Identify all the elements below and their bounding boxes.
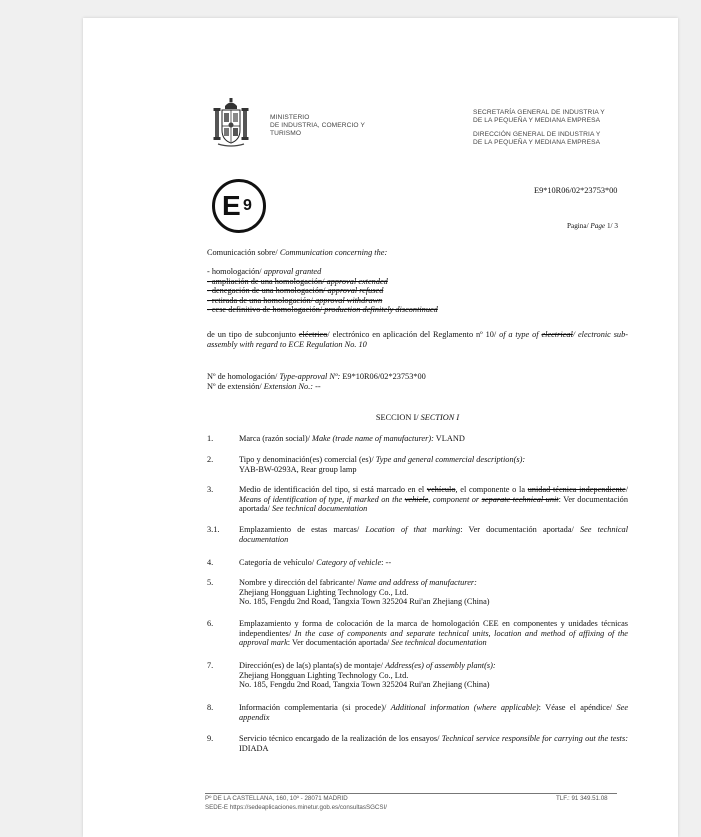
footer-sede-link[interactable]: SEDE-E https://sedeaplicaciones.minetur.gob.es/consultasSGCSI/: [205, 804, 387, 811]
e-mark-number: 9: [243, 197, 252, 214]
coat-of-arms-icon: [212, 98, 250, 148]
approval-code-top: E9*10R06/02*23753*00: [534, 186, 618, 195]
communication-heading: Comunicación sobre/ Communication concerning the:: [207, 248, 388, 257]
option-refused: - denegación de una homologación/ approval refused: [207, 286, 384, 296]
option-granted: - homologación/ approval granted: [207, 267, 322, 276]
section-heading: SECCION I/ SECTION I: [375, 413, 460, 422]
directorate-name: DIRECCIÓN GENERAL DE INDUSTRIA Y DE LA PEQUEÑA Y MEDIANA EMPRESA: [473, 131, 601, 146]
option-discontinued: - cese definitivo de homologación/ production definitely discontinued: [207, 305, 438, 315]
footer-phone: TLF.: 91 349.51.08: [556, 795, 608, 802]
secretariat-name: SECRETARÍA GENERAL DE INDUSTRIA Y DE LA PEQUEÑA Y MEDIANA EMPRESA: [473, 109, 605, 124]
option-extended: - ampliación de una homologación/ approval extended: [207, 276, 388, 286]
subassembly-description: de un tipo de subconjunto eléctrico/ electrónico en aplicación del Reglamento nº 10/ of a type of electrical/ electronic sub-assembly with regard to ECE Regulation No. 10: [207, 330, 628, 349]
footer-address: Pº DE LA CASTELLANA, 160, 10º - 28071 MADRID: [205, 795, 348, 802]
extension-number: Nº de extensión/ Extension No.: --: [207, 382, 321, 391]
approval-number: Nº de homologación/ Type-approval Nº: E9*10R06/02*23753*00: [207, 372, 426, 381]
ministry-name: MINISTERIO DE INDUSTRIA, COMERCIO Y TURISMO: [270, 114, 365, 137]
option-withdrawn: - retirada de una homologación/ approval withdrawn: [207, 295, 383, 305]
page-indicator: Pagina/ Page 1/ 3: [567, 222, 618, 230]
document-page: MINISTERIO DE INDUSTRIA, COMERCIO Y TURISMO SECRETARÍA GENERAL DE INDUSTRIA Y DE LA PEQUEÑA Y MEDIANA EMPRESA DIRECCIÓN GENERAL DE INDUSTRIA Y DE LA PEQUEÑA Y MEDIANA EMPRESA E 9 E9*10R06/02*23753*00 Pagina/ Page 1/ 3 Comunicación sobre/ Communication concerning the: - homologación/ approval granted - ampliación de una homologación/ approval extended - denegación de una homologación/ approval refused - retirada de una homologación/ approval withdrawn - cese definitivo de homologación/ production definitely discontinued de un tipo de subconjunto eléctrico/ electrónico en aplicación del Reglamento nº 10/ of a type of electrical/ electronic sub-assembly with regard to ECE Regulation No. 10 Nº de homologación/ Type-approval Nº: E9*10R06/02*23753*00 Nº de extensión/ Extension No.: -- SECCION I/ SECTION I 1. Marca (razón social)/ Make (trade name of manufacturer): VLAND 2. Tipo y denominación(es) comercial (es)/ Type and general commercial description(s): YAB-BW-0293A, Rear group lamp 3. Medio de identificación del tipo, si está marcado en el vehículo, el componente o la unidad técnica independiente/ Means of identification of type, if marked on the vehicle, component or separate technical unit: Ver documentación aportada/ See technical documentation 3.1. Emplazamiento de estas marcas/ Location of that marking: Ver documentación aportada/ See technical documentation 4. Categoría de vehículo/ Category of vehicle: -- 5. Nombre y dirección del fabricante/ Name and address of manufacturer: Zhejiang Hongguan Lighting Technology Co., Ltd. No. 185, Fengdu 2nd Road, Tangxia Town 325204 Rui'an Zhejiang (China) 6. Emplazamiento y forma de colocación de la marca de homologación CEE en componentes y unidades técnicas independientes/ In the case of components and separate technical units, location and method of affixing of the approval mark: Ver documentación aportada/ See technical documentation 7. Dirección(es) de la(s) planta(s) de montaje/ Address(es) of assembly plant(s): Zhejiang Hongguan Lighting Technology Co., Ltd. No. 185, Fengdu 2nd Road, Tangxia Town 325204 Rui'an Zhejiang (China) 8. Información complementaria (si procede)/ Additional information (where applicable): Véase el apéndice/ See appendix 9. Servicio técnico encargado de la realización de los ensayos/ Technical service responsible for carrying out the tests: IDIADA Pº DE LA CASTELLANA, 160, 10º - 28071 MADRID TLF.: 91 349.51.08 SEDE-E https://sedeaplicaciones.minetur.gob.es/consultasSGCSI/: [83, 18, 678, 837]
options-list: [207, 267, 438, 315]
e-mark-letter: E: [222, 190, 241, 221]
e-mark-circle: [212, 179, 266, 233]
footer-rule: [205, 793, 617, 794]
